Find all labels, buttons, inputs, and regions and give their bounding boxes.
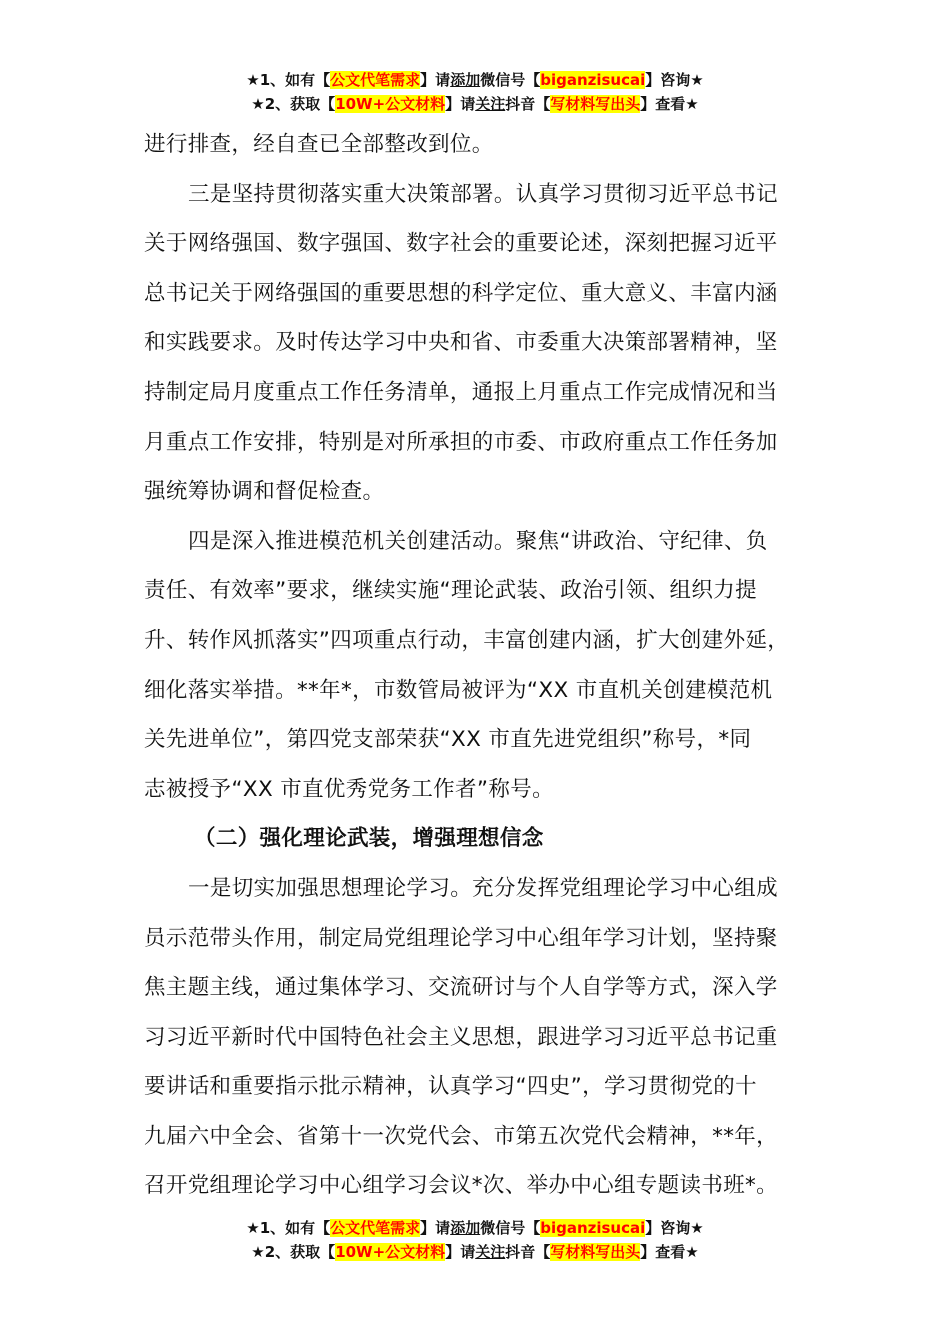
- body-line: 细化落实举措。**年*，市数管局被评为“XX 市直机关创建模范机: [144, 677, 773, 703]
- banner-text: 微信号【: [480, 1219, 541, 1237]
- banner-line-1: [0, 1216, 950, 1240]
- body-line: 习习近平新时代中国特色社会主义思想，跟进学习习近平总书记重: [144, 1024, 778, 1050]
- body-line: 和实践要求。及时传达学习中央和省、市委重大决策部署精神，坚: [144, 330, 778, 356]
- banner-text: ★2、获取【: [251, 1243, 336, 1261]
- body-line: 关于网络强国、数字强国、数字社会的重要论述，深刻把握习近平: [144, 231, 778, 257]
- body-line: 志被授予“XX 市直优秀党务工作者”称号。: [144, 776, 554, 802]
- highlight-materials: 10W+公文材料: [335, 1243, 446, 1261]
- highlight-wechat-id: biganzisucai: [540, 71, 646, 89]
- banner-text: ★2、获取【: [251, 95, 336, 113]
- banner-text: 】请: [420, 1219, 451, 1237]
- banner-line-2: [0, 1240, 950, 1264]
- highlight-wechat-id: biganzisucai: [540, 1219, 646, 1237]
- banner-underline-add: 添加: [450, 1219, 481, 1237]
- body-line: 总书记关于网络强国的重要思想的科学定位、重大意义、丰富内涵: [144, 280, 778, 306]
- banner-text: 】请: [445, 1243, 476, 1261]
- section-heading: （二）强化理论武装，增强理想信念: [194, 826, 544, 852]
- banner-text: ★1、如有【: [246, 1219, 331, 1237]
- body-line: 四是深入推进模范机关创建活动。聚焦“讲政治、守纪律、负: [188, 528, 768, 554]
- body-line: 强统筹协调和督促检查。: [144, 479, 385, 505]
- banner-line-2: [0, 92, 950, 116]
- header-banner: [0, 68, 950, 116]
- banner-text: 】请: [420, 71, 451, 89]
- footer-banner: [0, 1216, 950, 1264]
- body-line: 责任、有效率”要求，继续实施“理论武装、政治引领、组织力提: [144, 578, 757, 604]
- banner-text: 】咨询★: [645, 1219, 704, 1237]
- body-line: 员示范带头作用，制定局党组理论学习中心组年学习计划，坚持聚: [144, 925, 778, 951]
- body-line: 召开党组理论学习中心组学习会议*次、举办中心组专题读书班*。: [144, 1173, 779, 1199]
- banner-text: ★1、如有【: [246, 71, 331, 89]
- banner-text: 抖音【: [505, 95, 551, 113]
- banner-text: 】请: [445, 95, 476, 113]
- highlight-douyin: 写材料写出头: [550, 1243, 641, 1261]
- body-line: 持制定局月度重点工作任务清单，通报上月重点工作完成情况和当: [144, 379, 778, 405]
- document-body: [144, 120, 810, 1211]
- banner-text: 】查看★: [640, 95, 699, 113]
- body-line: 关先进单位”，第四党支部荣获“XX 市直先进党组织”称号，*同: [144, 727, 752, 753]
- banner-text: 】查看★: [640, 1243, 699, 1261]
- body-line: 升、转作风抓落实”四项重点行动，丰富创建内涵，扩大创建外延，: [144, 627, 790, 653]
- banner-line-1: [0, 68, 950, 92]
- banner-text: 微信号【: [480, 71, 541, 89]
- body-line: 焦主题主线，通过集体学习、交流研讨与个人自学等方式，深入学: [144, 975, 778, 1001]
- banner-text: 】咨询★: [645, 71, 704, 89]
- highlight-ghostwriting: 公文代笔需求: [330, 71, 421, 89]
- banner-underline-follow: 关注: [475, 95, 506, 113]
- body-line: 三是坚持贯彻落实重大决策部署。认真学习贯彻习近平总书记: [188, 181, 778, 207]
- highlight-ghostwriting: 公文代笔需求: [330, 1219, 421, 1237]
- highlight-douyin: 写材料写出头: [550, 95, 641, 113]
- banner-underline-add: 添加: [450, 71, 481, 89]
- body-line: 月重点工作安排，特别是对所承担的市委、市政府重点工作任务加: [144, 429, 778, 455]
- banner-underline-follow: 关注: [475, 1243, 506, 1261]
- body-line: 要讲话和重要指示批示精神，认真学习“四史”，学习贯彻党的十: [144, 1074, 757, 1100]
- body-line: 九届六中全会、省第十一次党代会、市第五次党代会精神，**年，: [144, 1123, 779, 1149]
- body-line: 一是切实加强思想理论学习。充分发挥党组理论学习中心组成: [188, 875, 778, 901]
- body-line: 进行排查，经自查已全部整改到位。: [144, 132, 494, 157]
- banner-text: 抖音【: [505, 1243, 551, 1261]
- highlight-materials: 10W+公文材料: [335, 95, 446, 113]
